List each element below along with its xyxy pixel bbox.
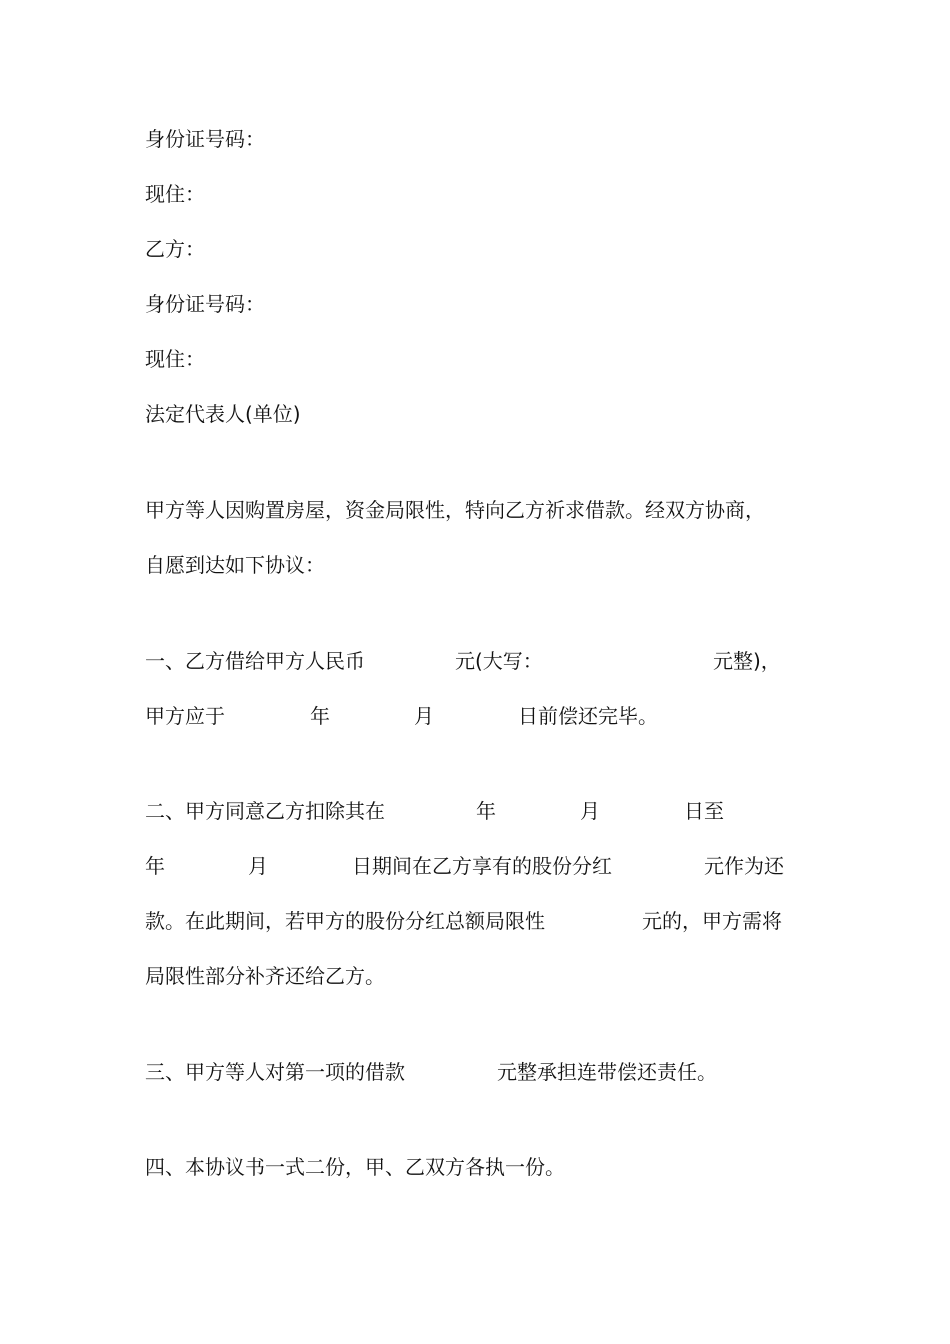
clause-1-amount-text: 元(大写： bbox=[455, 649, 543, 673]
clause-4-text: 四、本协议书一式二份，甲、乙双方各执一份。 bbox=[145, 1155, 565, 1179]
clause-2-line-1: 二、甲方同意乙方扣除其在 bbox=[145, 799, 385, 823]
clause-1-day: 日前偿还完毕。 bbox=[518, 704, 658, 728]
clause-1-amount-end: 元整)， bbox=[713, 649, 781, 673]
party-a-id-number-label: 身份证号码： bbox=[145, 127, 265, 151]
preamble-line-2: 自愿到达如下协议： bbox=[145, 553, 325, 577]
clause-2-line-3: 款。在此期间，若甲方的股份分红总额局限性 bbox=[145, 909, 545, 933]
clause-2-end-year: 年 bbox=[145, 854, 165, 878]
clause-2-dividend-amount: 元作为还 bbox=[704, 854, 784, 878]
party-b-label: 乙方： bbox=[145, 237, 205, 261]
clause-2-end-day: 日期间在乙方享有的股份分红 bbox=[352, 854, 612, 878]
clause-2-end-month: 月 bbox=[248, 854, 268, 878]
clause-3-text: 三、甲方等人对第一项的借款 bbox=[145, 1060, 405, 1084]
clause-1-line-1: 一、乙方借给甲方人民币 bbox=[145, 649, 365, 673]
clause-1-month: 月 bbox=[414, 704, 434, 728]
clause-2-line-4: 局限性部分补齐还给乙方。 bbox=[145, 964, 385, 988]
clause-2-shortfall: 元的，甲方需将 bbox=[642, 909, 782, 933]
clause-1-line-2: 甲方应于 bbox=[145, 704, 225, 728]
party-b-id-number-label: 身份证号码： bbox=[145, 292, 265, 316]
party-b-address-label: 现住： bbox=[145, 347, 205, 371]
legal-representative-label: 法定代表人(单位) bbox=[145, 402, 301, 426]
clause-3-amount: 元整承担连带偿还责任。 bbox=[497, 1060, 717, 1084]
clause-2-start-month: 月 bbox=[580, 799, 600, 823]
clause-1-year: 年 bbox=[310, 704, 330, 728]
party-a-address-label: 现住： bbox=[145, 182, 205, 206]
clause-2-start-year: 年 bbox=[476, 799, 496, 823]
clause-2-start-day: 日至 bbox=[684, 799, 724, 823]
preamble-line-1: 甲方等人因购置房屋，资金局限性，特向乙方祈求借款。经双方协商， bbox=[145, 498, 765, 522]
